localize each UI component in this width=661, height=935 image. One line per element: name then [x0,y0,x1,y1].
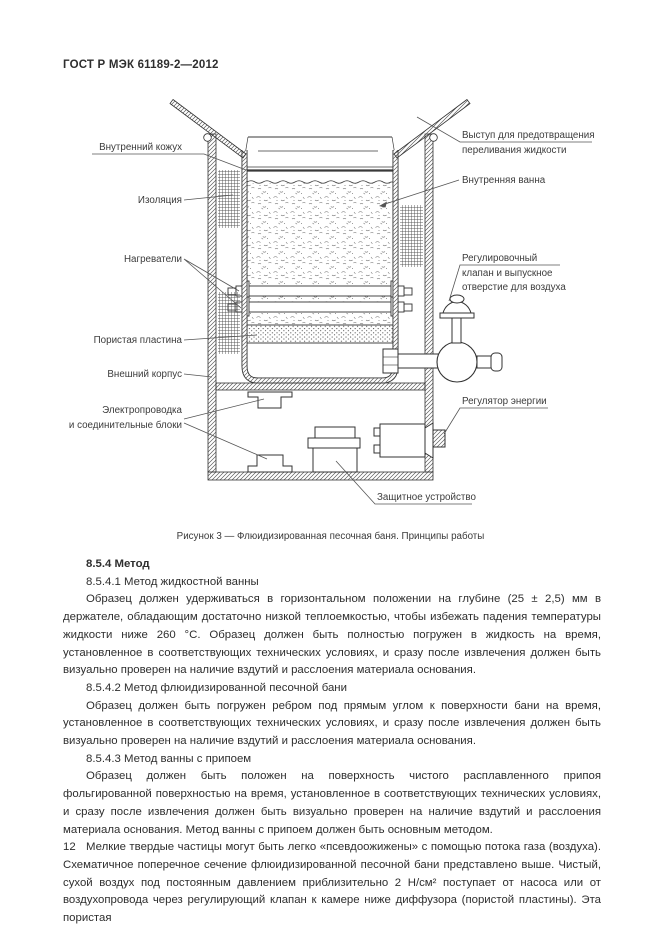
label-wiring-line2: и соединительные блоки [68,420,182,431]
figure-diagram [0,90,661,525]
protective-device-cap [315,427,355,438]
label-valve-line1: Регулировочный [462,253,538,264]
label-insulation: Изоляция [137,195,182,206]
energy-regulator-knob [433,430,445,447]
label-inner-casing: Внутренний кожух [99,142,182,153]
valve-cap-knob [450,295,464,303]
protective-device-lid [308,438,360,448]
subsection-8542-heading: 8.5.4.2 Метод флюидизированной песочной бани [86,681,347,694]
paragraph-sand-bath: Образец должен быть погружен ребром под прямым углом к поверхности бани на время, установленное в соответствующих технических условиях, и сразу после извлечения должен быть визуально проверен на наличие вздутий и расслоения материала основания. [63,699,601,748]
bottom-plate [208,472,433,480]
paragraph-fluidized-particles: Мелкие твердые частицы могут быть легко «псевдоожижены» с помощью потока газа (воздуха). Схематичное поперечное сечение флюидизированной песочной бани представлено выше. Чистый, сухой воздух под постоянным давлением приблизительно 2 Н/см² поступает от насоса или от воздухопровода через регулирующий клапан к камере ниже диффузора (пористой пластины). Эта пористая [63,841,601,925]
label-heaters: Нагреватели [123,254,182,265]
label-porous-plate: Пористая пластина [93,335,182,346]
label-overflow-line1: Выступ для предотвращения [462,130,595,141]
subsection-8543-heading: 8.5.4.3 Метод ванны с припоем [86,752,252,765]
wiring-block-lower [248,455,292,472]
label-valve-line2: клапан и выпускное [462,268,553,279]
paragraph-solder-bath: Образец должен быть положен на поверхность чистого расплавленного припоя фольгированной поверхностью на время, установленное в соответствующих технических условиях, и сразу после извлечения должен быть визуально проверен на наличие вздутий и расслоения материала основания. Метод ванны с припоем должен быть основным методом. [63,770,601,836]
document-header: ГОСТ Р МЭК 61189-2—2012 [63,59,219,71]
label-outer-body: Внешний корпус [107,369,182,380]
energy-regulator-body [380,424,425,457]
label-wiring-line1: Электропроводка [102,405,182,416]
protective-device-body [313,448,357,472]
sand-surface-wavy-line [247,181,393,184]
label-protective-device: Защитное устройство [377,492,476,503]
section-heading: 8.5.4 Метод [86,558,150,570]
paragraph-liquid-bath: Образец должен удерживаться в горизонтальном положении на глубине (25 ± 2,5) мм в держателе, обладающим достаточно низкой теплоемкостью, чтобы избежать падения температуры жидкости ниже 260 °С. Образец должен быть полностью погружен в жидкость на время, установленное в соответствующих технических условиях, и сразу после извлечения должен быть визуально проверен на наличие вздутий и расслоения материала основания. [63,593,601,677]
body-text [63,556,601,928]
label-valve-line3: отверстие для воздуха [462,282,566,293]
label-energy-regulator: Регулятор энергии [462,396,547,407]
bottom-compartment [248,392,445,472]
label-overflow-line2: переливания жидкости [462,145,567,156]
figure-caption: Рисунок 3 — Флюидизированная песочная баня. Принципы работы [176,531,485,542]
bath-rim [242,137,398,171]
collar-pin-right [430,134,438,142]
wiring-block-upper [248,392,292,408]
collar-pin-left [204,134,212,142]
page-number: 12 [63,841,76,853]
subsection-8541-heading: 8.5.4.1 Метод жидкостной ванны [86,575,259,588]
label-inner-bath: Внутренняя ванна [462,175,546,186]
separator-plate [216,383,425,390]
porous-plate-shape [247,325,393,343]
